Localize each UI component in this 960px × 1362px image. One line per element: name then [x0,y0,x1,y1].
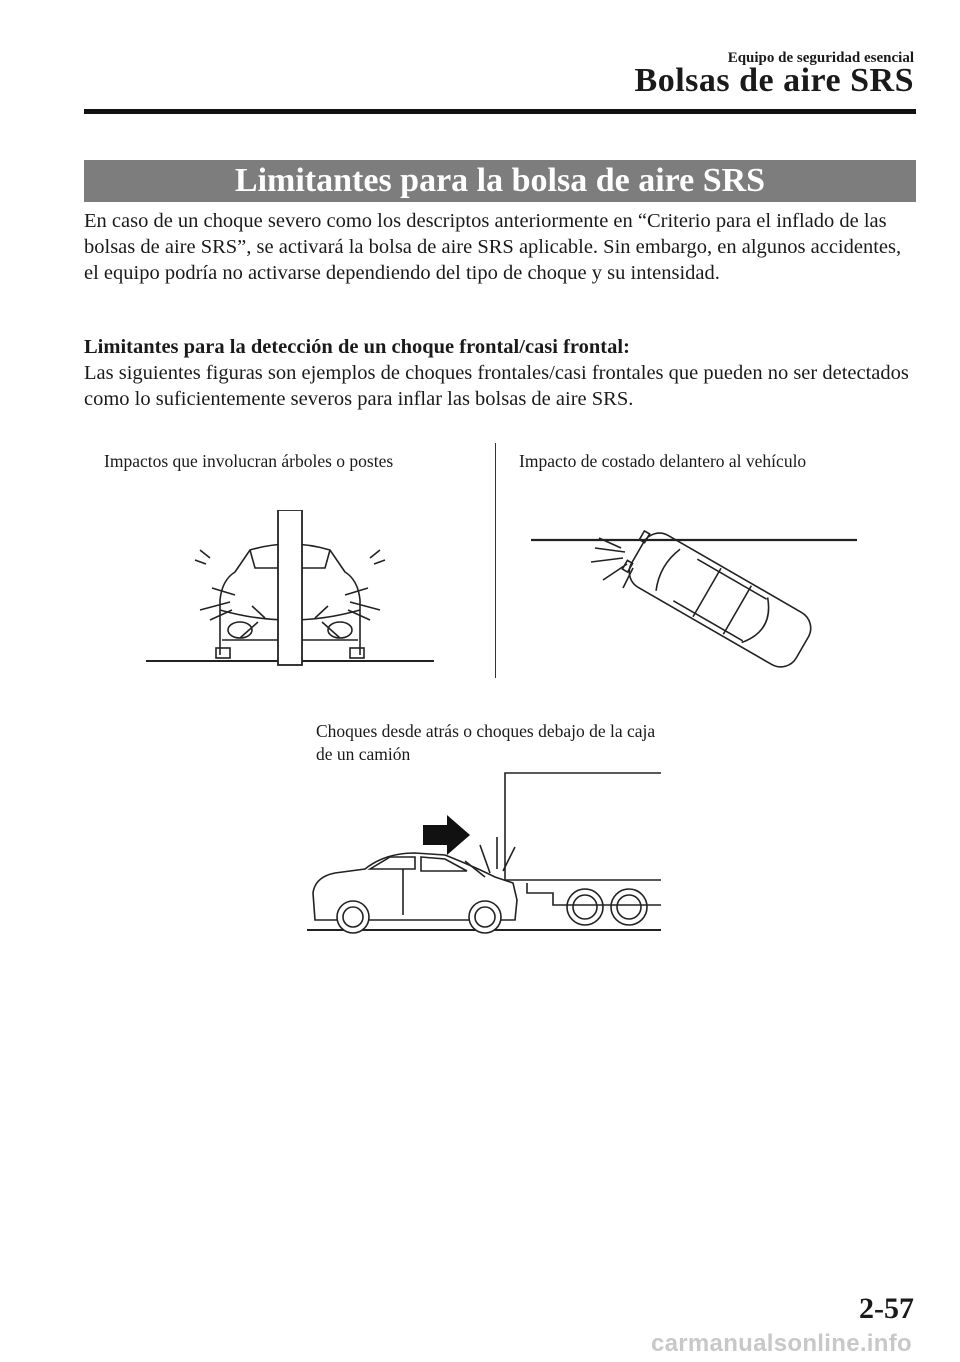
figure-caption-pole: Impactos que involucran árboles o postes [104,451,394,471]
page-number: 2-57 [859,1292,914,1325]
figure-caption-truck: Choques desde atrás o choques debajo de la caja de un camión [316,721,656,764]
figure-divider [495,443,496,678]
car-under-truck-illustration [305,765,665,935]
subheading-text: Las siguientes figuras son ejemplos de choques frontales/casi frontales que pueden no ser detectados como lo suficientemente severos para inflar las bolsas de aire SRS. [84,362,909,410]
car-hitting-pole-illustration [140,510,440,670]
section-banner: Limitantes para la bolsa de aire SRS [84,160,916,202]
header-divider [84,109,916,114]
section-label: Equipo de seguridad esencial [727,50,914,66]
car-side-front-impact-illustration [525,530,865,670]
subheading: Limitantes para la detección de un choque frontal/casi frontal: [84,336,630,358]
figure-caption-side-impact: Impacto de costado delantero al vehículo [519,451,807,471]
intro-paragraph: En caso de un choque severo como los descriptos anteriormente en “Criterio para el inflado de las bolsas de aire SRS”, se activará la bolsa de aire SRS aplicable. Sin embargo, en algunos accidentes, el equipo podría no activarse dependiendo del tipo de choque y su intensidad. [84,210,902,284]
page-title: Bolsas de aire SRS [634,62,914,99]
watermark: carmanualsonline.info [650,1330,912,1357]
